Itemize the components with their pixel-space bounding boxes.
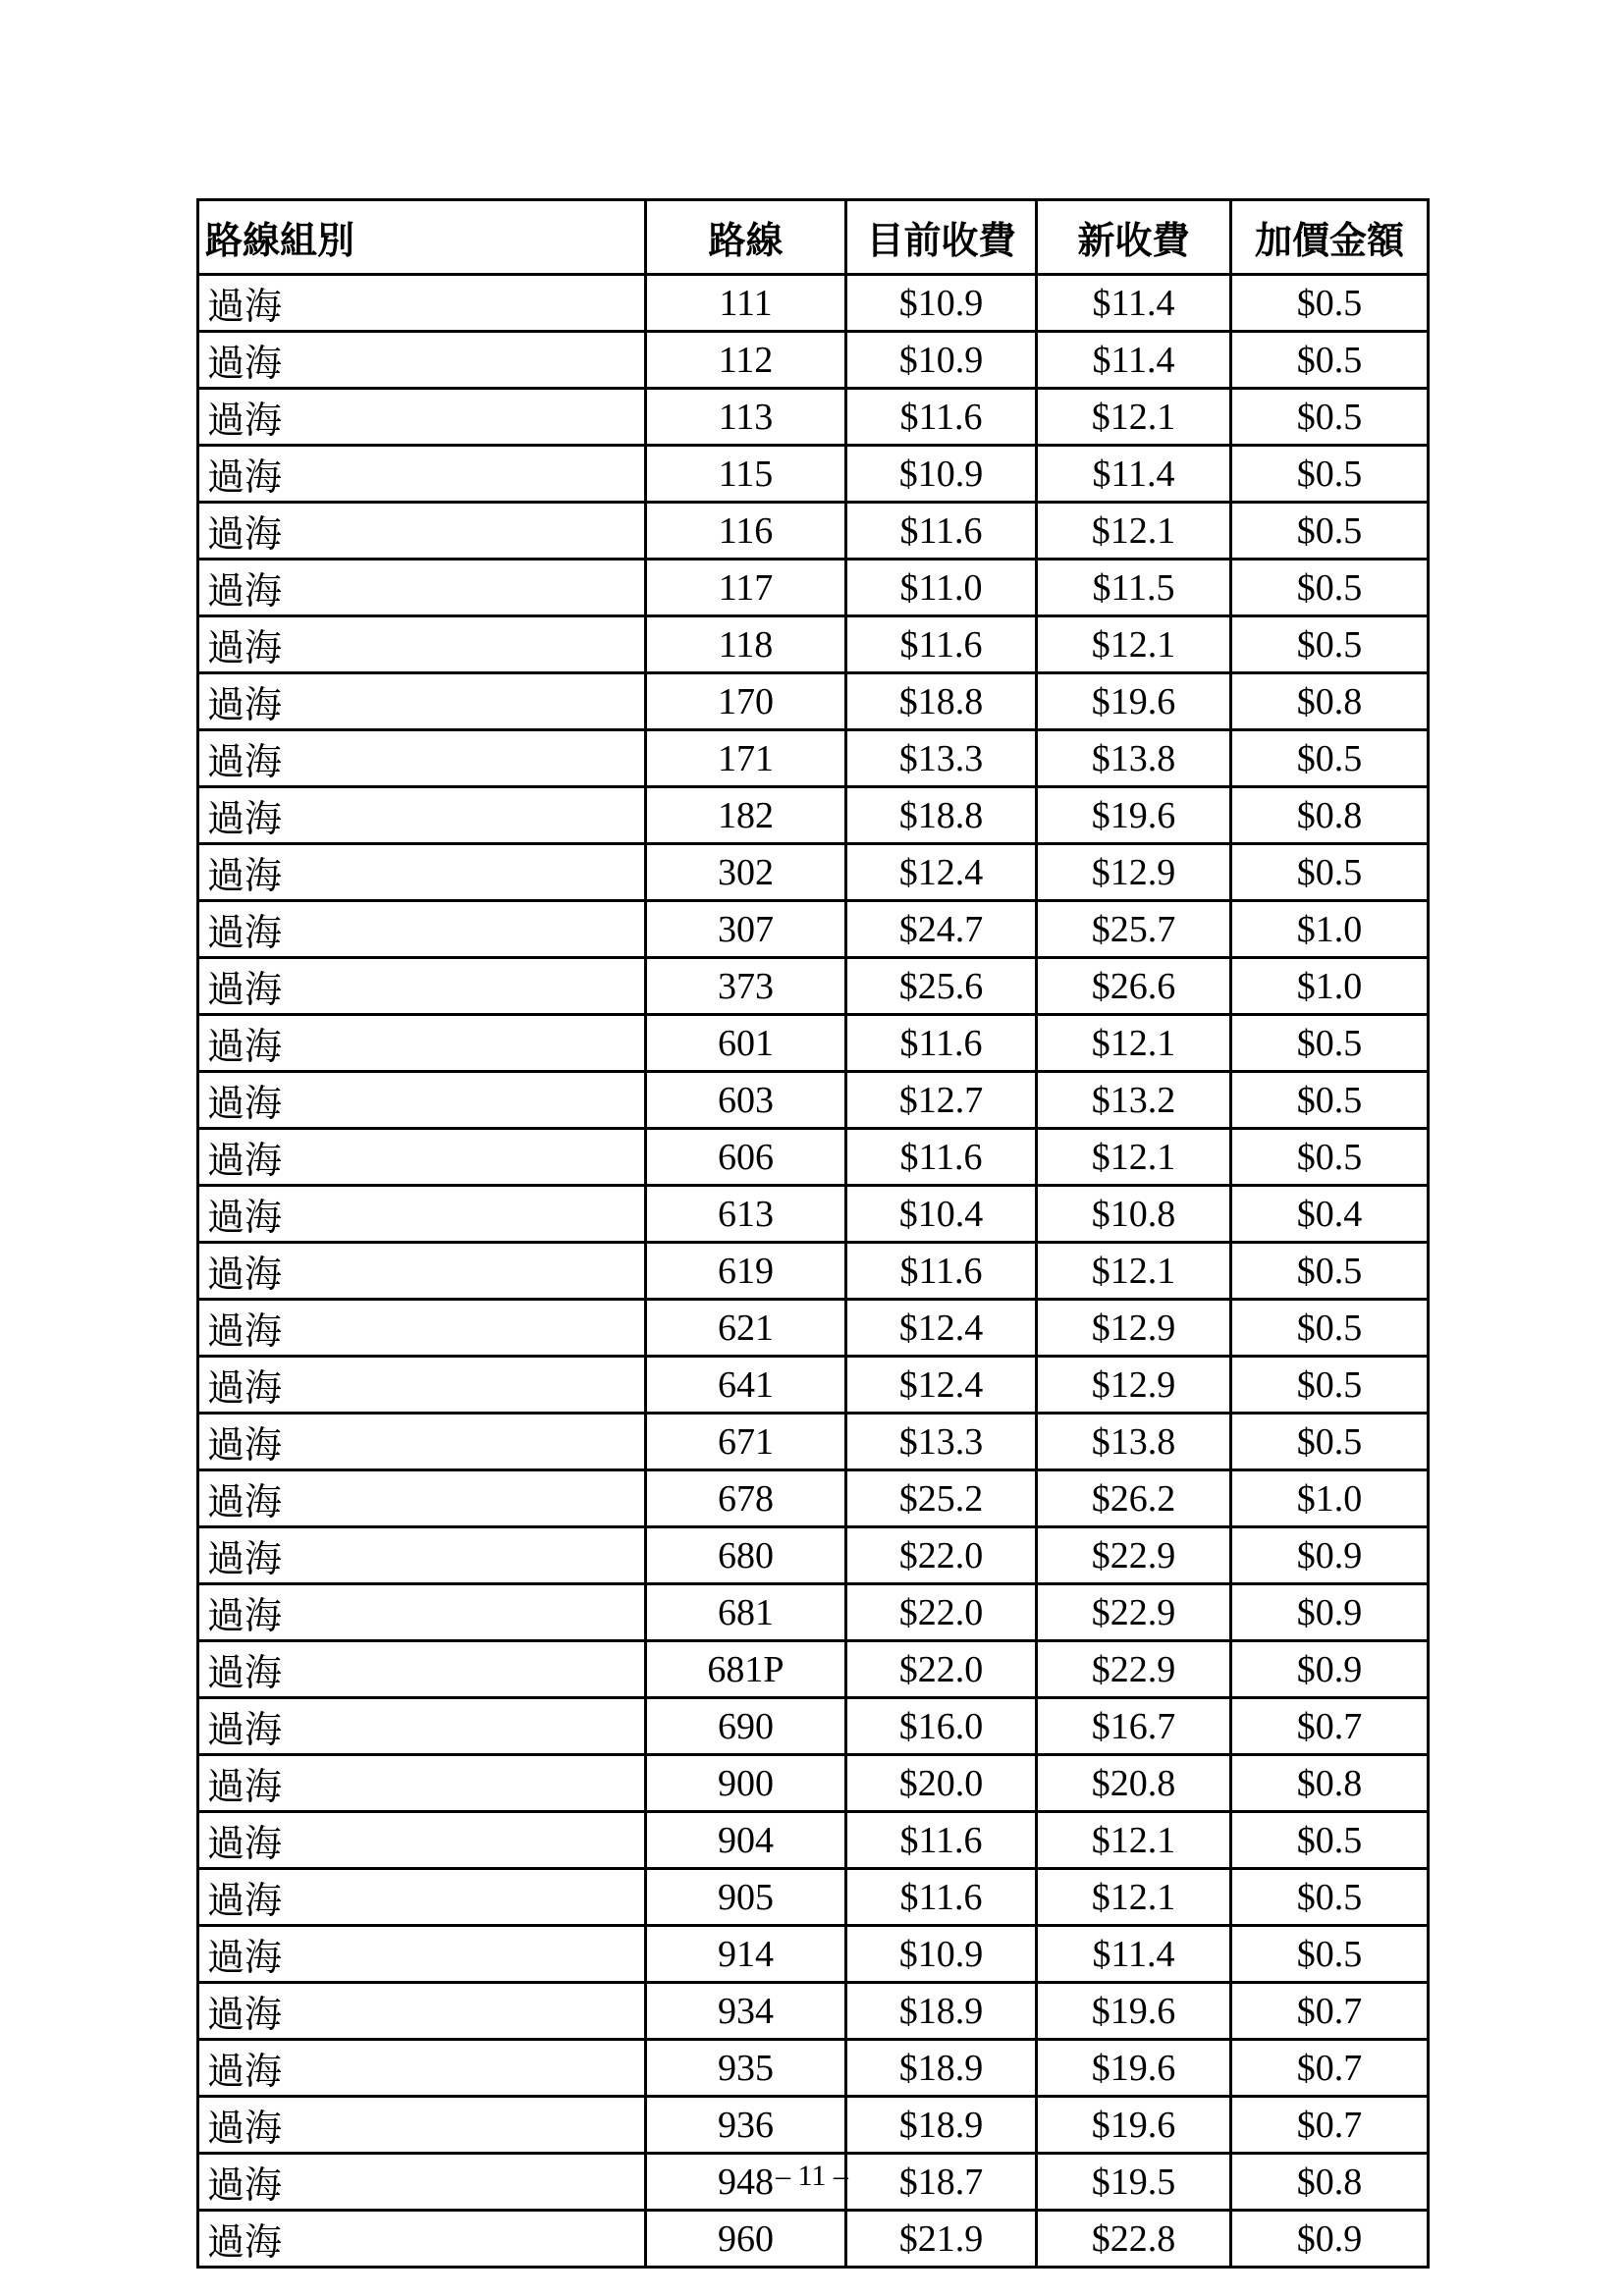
cell-new-fare: $11.5 bbox=[1037, 560, 1231, 616]
cell-current-fare: $18.9 bbox=[846, 1983, 1037, 2040]
cell-increase-amount: $0.7 bbox=[1231, 1698, 1429, 1755]
cell-route: 690 bbox=[646, 1698, 846, 1755]
cell-new-fare: $13.8 bbox=[1037, 730, 1231, 787]
cell-route: 182 bbox=[646, 787, 846, 844]
cell-new-fare: $12.1 bbox=[1037, 503, 1231, 560]
cell-current-fare: $10.9 bbox=[846, 275, 1037, 332]
cell-route: 601 bbox=[646, 1015, 846, 1072]
cell-route-group: 過海 bbox=[198, 446, 646, 503]
cell-new-fare: $22.9 bbox=[1037, 1641, 1231, 1698]
cell-new-fare: $22.8 bbox=[1037, 2211, 1231, 2268]
cell-route-group: 過海 bbox=[198, 1812, 646, 1869]
cell-route-group: 過海 bbox=[198, 1755, 646, 1812]
cell-current-fare: $21.9 bbox=[846, 2211, 1037, 2268]
header-row bbox=[198, 200, 1429, 275]
cell-new-fare: $19.6 bbox=[1037, 787, 1231, 844]
table-row bbox=[198, 1129, 1429, 1186]
cell-route: 118 bbox=[646, 616, 846, 673]
cell-route-group: 過海 bbox=[198, 389, 646, 446]
cell-route: 681P bbox=[646, 1641, 846, 1698]
cell-increase-amount: $0.7 bbox=[1231, 2040, 1429, 2097]
cell-route: 904 bbox=[646, 1812, 846, 1869]
table-row bbox=[198, 503, 1429, 560]
cell-new-fare: $12.1 bbox=[1037, 1812, 1231, 1869]
cell-current-fare: $11.6 bbox=[846, 389, 1037, 446]
cell-increase-amount: $0.5 bbox=[1231, 503, 1429, 560]
cell-route: 113 bbox=[646, 389, 846, 446]
cell-new-fare: $12.1 bbox=[1037, 616, 1231, 673]
cell-new-fare: $12.1 bbox=[1037, 1869, 1231, 1926]
table-row bbox=[198, 446, 1429, 503]
cell-increase-amount: $0.7 bbox=[1231, 2097, 1429, 2154]
cell-new-fare: $12.1 bbox=[1037, 1129, 1231, 1186]
cell-route: 948 bbox=[646, 2154, 846, 2211]
fare-table bbox=[196, 198, 1430, 2269]
table-row bbox=[198, 1470, 1429, 1527]
cell-increase-amount: $0.5 bbox=[1231, 1414, 1429, 1470]
cell-route: 112 bbox=[646, 332, 846, 389]
cell-increase-amount: $0.5 bbox=[1231, 1812, 1429, 1869]
cell-route-group: 過海 bbox=[198, 673, 646, 730]
cell-current-fare: $12.7 bbox=[846, 1072, 1037, 1129]
cell-current-fare: $11.0 bbox=[846, 560, 1037, 616]
cell-route: 302 bbox=[646, 844, 846, 901]
cell-increase-amount: $0.5 bbox=[1231, 1129, 1429, 1186]
cell-increase-amount: $0.9 bbox=[1231, 1641, 1429, 1698]
table-row bbox=[198, 1641, 1429, 1698]
table-row bbox=[198, 1243, 1429, 1300]
cell-current-fare: $13.3 bbox=[846, 1414, 1037, 1470]
cell-new-fare: $10.8 bbox=[1037, 1186, 1231, 1243]
cell-route: 170 bbox=[646, 673, 846, 730]
table-row bbox=[198, 1300, 1429, 1357]
cell-route: 936 bbox=[646, 2097, 846, 2154]
cell-current-fare: $12.4 bbox=[846, 1300, 1037, 1357]
cell-route-group: 過海 bbox=[198, 1357, 646, 1414]
table-row bbox=[198, 2040, 1429, 2097]
cell-new-fare: $11.4 bbox=[1037, 1926, 1231, 1983]
cell-increase-amount: $0.7 bbox=[1231, 1983, 1429, 2040]
table-row bbox=[198, 1527, 1429, 1584]
cell-current-fare: $18.8 bbox=[846, 787, 1037, 844]
cell-route-group: 過海 bbox=[198, 1527, 646, 1584]
table-row bbox=[198, 1072, 1429, 1129]
table-row bbox=[198, 730, 1429, 787]
cell-increase-amount: $0.5 bbox=[1231, 1869, 1429, 1926]
cell-increase-amount: $0.8 bbox=[1231, 2154, 1429, 2211]
table-row bbox=[198, 1983, 1429, 2040]
table-row bbox=[198, 1926, 1429, 1983]
cell-current-fare: $10.4 bbox=[846, 1186, 1037, 1243]
cell-increase-amount: $0.8 bbox=[1231, 673, 1429, 730]
cell-increase-amount: $0.4 bbox=[1231, 1186, 1429, 1243]
cell-increase-amount: $0.5 bbox=[1231, 1926, 1429, 1983]
cell-current-fare: $18.9 bbox=[846, 2097, 1037, 2154]
cell-increase-amount: $1.0 bbox=[1231, 958, 1429, 1015]
table-row bbox=[198, 844, 1429, 901]
cell-new-fare: $20.8 bbox=[1037, 1755, 1231, 1812]
cell-route-group: 過海 bbox=[198, 1470, 646, 1527]
cell-current-fare: $12.4 bbox=[846, 1357, 1037, 1414]
column-header-new-fare: 新收費 bbox=[1037, 200, 1231, 275]
cell-new-fare: $11.4 bbox=[1037, 332, 1231, 389]
cell-new-fare: $22.9 bbox=[1037, 1584, 1231, 1641]
cell-route-group: 過海 bbox=[198, 787, 646, 844]
cell-new-fare: $19.6 bbox=[1037, 2040, 1231, 2097]
table-row bbox=[198, 673, 1429, 730]
cell-route-group: 過海 bbox=[198, 1015, 646, 1072]
table-row bbox=[198, 2211, 1429, 2268]
cell-current-fare: $12.4 bbox=[846, 844, 1037, 901]
cell-route: 934 bbox=[646, 1983, 846, 2040]
cell-route: 307 bbox=[646, 901, 846, 958]
cell-new-fare: $11.4 bbox=[1037, 275, 1231, 332]
cell-route: 621 bbox=[646, 1300, 846, 1357]
cell-increase-amount: $0.8 bbox=[1231, 787, 1429, 844]
cell-route-group: 過海 bbox=[198, 560, 646, 616]
cell-route-group: 過海 bbox=[198, 1926, 646, 1983]
cell-route-group: 過海 bbox=[198, 901, 646, 958]
cell-route-group: 過海 bbox=[198, 1983, 646, 2040]
cell-new-fare: $19.6 bbox=[1037, 1983, 1231, 2040]
cell-route-group: 過海 bbox=[198, 958, 646, 1015]
cell-new-fare: $12.9 bbox=[1037, 1300, 1231, 1357]
cell-increase-amount: $0.5 bbox=[1231, 560, 1429, 616]
cell-route: 905 bbox=[646, 1869, 846, 1926]
table-row bbox=[198, 1186, 1429, 1243]
cell-route-group: 過海 bbox=[198, 1698, 646, 1755]
cell-route-group: 過海 bbox=[198, 1641, 646, 1698]
cell-increase-amount: $0.9 bbox=[1231, 2211, 1429, 2268]
cell-route-group: 過海 bbox=[198, 2040, 646, 2097]
cell-route: 641 bbox=[646, 1357, 846, 1414]
table-row bbox=[198, 1584, 1429, 1641]
cell-route-group: 過海 bbox=[198, 332, 646, 389]
cell-route: 935 bbox=[646, 2040, 846, 2097]
cell-route: 373 bbox=[646, 958, 846, 1015]
cell-route: 111 bbox=[646, 275, 846, 332]
cell-route: 115 bbox=[646, 446, 846, 503]
cell-route-group: 過海 bbox=[198, 1300, 646, 1357]
table-row bbox=[198, 560, 1429, 616]
table-row bbox=[198, 332, 1429, 389]
cell-current-fare: $11.6 bbox=[846, 503, 1037, 560]
cell-current-fare: $22.0 bbox=[846, 1641, 1037, 1698]
cell-route-group: 過海 bbox=[198, 730, 646, 787]
cell-route-group: 過海 bbox=[198, 1186, 646, 1243]
table-row bbox=[198, 958, 1429, 1015]
cell-current-fare: $18.9 bbox=[846, 2040, 1037, 2097]
cell-current-fare: $25.6 bbox=[846, 958, 1037, 1015]
cell-increase-amount: $1.0 bbox=[1231, 901, 1429, 958]
cell-new-fare: $22.9 bbox=[1037, 1527, 1231, 1584]
cell-route-group: 過海 bbox=[198, 616, 646, 673]
column-header-current-fare: 目前收費 bbox=[846, 200, 1037, 275]
cell-route: 960 bbox=[646, 2211, 846, 2268]
table-row bbox=[198, 1755, 1429, 1812]
cell-new-fare: $26.2 bbox=[1037, 1470, 1231, 1527]
cell-route-group: 過海 bbox=[198, 1869, 646, 1926]
cell-increase-amount: $0.5 bbox=[1231, 844, 1429, 901]
table-row bbox=[198, 1869, 1429, 1926]
page-number: – 11 – bbox=[776, 2160, 848, 2192]
cell-increase-amount: $0.5 bbox=[1231, 1243, 1429, 1300]
cell-route: 680 bbox=[646, 1527, 846, 1584]
cell-current-fare: $11.6 bbox=[846, 616, 1037, 673]
cell-current-fare: $11.6 bbox=[846, 1129, 1037, 1186]
cell-increase-amount: $0.5 bbox=[1231, 1015, 1429, 1072]
cell-new-fare: $25.7 bbox=[1037, 901, 1231, 958]
cell-route: 117 bbox=[646, 560, 846, 616]
cell-current-fare: $22.0 bbox=[846, 1527, 1037, 1584]
cell-route-group: 過海 bbox=[198, 1414, 646, 1470]
cell-route-group: 過海 bbox=[198, 844, 646, 901]
cell-current-fare: $11.6 bbox=[846, 1869, 1037, 1926]
cell-increase-amount: $1.0 bbox=[1231, 1470, 1429, 1527]
cell-route: 914 bbox=[646, 1926, 846, 1983]
cell-route-group: 過海 bbox=[198, 2097, 646, 2154]
cell-new-fare: $12.1 bbox=[1037, 1015, 1231, 1072]
cell-route: 613 bbox=[646, 1186, 846, 1243]
table-row bbox=[198, 2097, 1429, 2154]
cell-new-fare: $19.6 bbox=[1037, 673, 1231, 730]
cell-new-fare: $13.8 bbox=[1037, 1414, 1231, 1470]
cell-new-fare: $12.1 bbox=[1037, 1243, 1231, 1300]
cell-increase-amount: $0.9 bbox=[1231, 1584, 1429, 1641]
cell-route-group: 過海 bbox=[198, 1584, 646, 1641]
table-row bbox=[198, 1414, 1429, 1470]
cell-increase-amount: $0.5 bbox=[1231, 730, 1429, 787]
cell-current-fare: $11.6 bbox=[846, 1812, 1037, 1869]
cell-new-fare: $16.7 bbox=[1037, 1698, 1231, 1755]
cell-route: 171 bbox=[646, 730, 846, 787]
table-row bbox=[198, 616, 1429, 673]
cell-current-fare: $13.3 bbox=[846, 730, 1037, 787]
cell-route-group: 過海 bbox=[198, 2154, 646, 2211]
cell-route: 671 bbox=[646, 1414, 846, 1470]
cell-increase-amount: $0.5 bbox=[1231, 275, 1429, 332]
cell-current-fare: $11.6 bbox=[846, 1243, 1037, 1300]
table-row bbox=[198, 1015, 1429, 1072]
table-row bbox=[198, 787, 1429, 844]
cell-route: 619 bbox=[646, 1243, 846, 1300]
cell-current-fare: $10.9 bbox=[846, 332, 1037, 389]
table-row bbox=[198, 901, 1429, 958]
cell-increase-amount: $0.5 bbox=[1231, 446, 1429, 503]
cell-route-group: 過海 bbox=[198, 1072, 646, 1129]
cell-route: 678 bbox=[646, 1470, 846, 1527]
cell-current-fare: $18.7 bbox=[846, 2154, 1037, 2211]
cell-new-fare: $12.1 bbox=[1037, 389, 1231, 446]
cell-current-fare: $25.2 bbox=[846, 1470, 1037, 1527]
table-row bbox=[198, 1698, 1429, 1755]
cell-current-fare: $10.9 bbox=[846, 446, 1037, 503]
cell-new-fare: $26.6 bbox=[1037, 958, 1231, 1015]
cell-current-fare: $11.6 bbox=[846, 1015, 1037, 1072]
cell-increase-amount: $0.5 bbox=[1231, 332, 1429, 389]
cell-route-group: 過海 bbox=[198, 1243, 646, 1300]
table-row bbox=[198, 389, 1429, 446]
cell-new-fare: $11.4 bbox=[1037, 446, 1231, 503]
cell-route: 681 bbox=[646, 1584, 846, 1641]
cell-new-fare: $19.6 bbox=[1037, 2097, 1231, 2154]
cell-route-group: 過海 bbox=[198, 1129, 646, 1186]
cell-new-fare: $13.2 bbox=[1037, 1072, 1231, 1129]
table-row bbox=[198, 275, 1429, 332]
column-header-route: 路線 bbox=[646, 200, 846, 275]
cell-route: 606 bbox=[646, 1129, 846, 1186]
column-header-route-group: 路線組別 bbox=[198, 200, 646, 275]
cell-current-fare: $16.0 bbox=[846, 1698, 1037, 1755]
cell-route-group: 過海 bbox=[198, 503, 646, 560]
table-row bbox=[198, 1812, 1429, 1869]
cell-increase-amount: $0.5 bbox=[1231, 1300, 1429, 1357]
cell-increase-amount: $0.8 bbox=[1231, 1755, 1429, 1812]
cell-current-fare: $18.8 bbox=[846, 673, 1037, 730]
cell-current-fare: $22.0 bbox=[846, 1584, 1037, 1641]
cell-route: 603 bbox=[646, 1072, 846, 1129]
cell-current-fare: $10.9 bbox=[846, 1926, 1037, 1983]
cell-new-fare: $19.5 bbox=[1037, 2154, 1231, 2211]
cell-route: 116 bbox=[646, 503, 846, 560]
cell-new-fare: $12.9 bbox=[1037, 844, 1231, 901]
cell-increase-amount: $0.5 bbox=[1231, 1357, 1429, 1414]
cell-route-group: 過海 bbox=[198, 275, 646, 332]
column-header-increase-amount: 加價金額 bbox=[1231, 200, 1429, 275]
cell-increase-amount: $0.5 bbox=[1231, 1072, 1429, 1129]
table-row bbox=[198, 1357, 1429, 1414]
cell-increase-amount: $0.9 bbox=[1231, 1527, 1429, 1584]
cell-new-fare: $12.9 bbox=[1037, 1357, 1231, 1414]
cell-current-fare: $24.7 bbox=[846, 901, 1037, 958]
cell-increase-amount: $0.5 bbox=[1231, 616, 1429, 673]
cell-increase-amount: $0.5 bbox=[1231, 389, 1429, 446]
cell-route: 900 bbox=[646, 1755, 846, 1812]
cell-route-group: 過海 bbox=[198, 2211, 646, 2268]
cell-current-fare: $20.0 bbox=[846, 1755, 1037, 1812]
